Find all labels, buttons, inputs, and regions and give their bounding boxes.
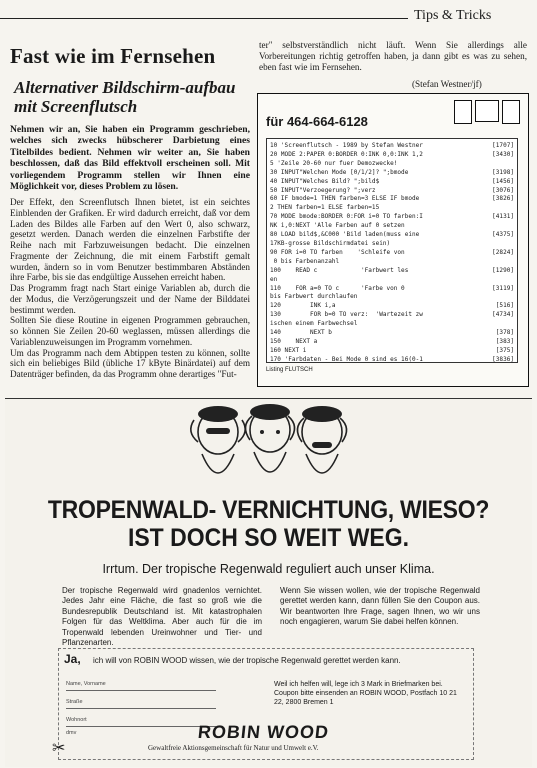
city-field[interactable] [66,726,216,727]
code-checksum [480,222,514,231]
code-checksum: [4734] [492,311,514,319]
disk-drive-icon [454,100,472,124]
code-line [270,151,514,160]
article-continuation [259,40,527,73]
article-subtitle: Alternativer Bildschirm-aufbau mit Screenflutsch [14,78,236,116]
code-text: 140 NEXT b [270,329,332,337]
body-paragraph: Das Programm fragt nach Start einige Variablen ab, durch die der Modus, die Verzögerungszeit und der Name der Bilddatei bestimmt werden. [10,283,250,315]
body-paragraph: Der Effekt, den Screenflutsch Ihnen bietet, ist ein seichtes Einblenden der Grafiken. Er wird dadurch erreicht, daß vor dem Laden des Bildes alle Farben auf den Wert 0, also schwarz, gesetzt werden. Danach werden die einzelnen Farbstifte der Reihe nach mit Farbzuweisungen bedacht. Die einzelnen Fragmente der Zeichnung, die mit einem Farbstift gemalt wurden, ändern so in vom Benutzer bestimmbaren Abständen ihre Farbe, bis sie das endgültige Aussehen erreicht haben. [10,197,250,283]
ad-text-left: Der tropische Regenwald wird gnadenlos vernichtet. Jedes Jahr eine Fläche, die fast so groß wie die Bundesrepublik Deutschland ist. Mit katastrophalen Folgen für das Weltklima. Aber auch für die im Tropenwald lebenden Ureinwohner und Tier- und Pflanzenarten. [62,586,262,648]
code-text: 40 INPUT"Welches Bild? ";bild$ [270,177,380,185]
code-text: 10 'Screenflutsch - 1989 by Stefan Westner [270,142,423,149]
code-checksum: [3836] [492,355,514,363]
code-checksum: [375] [495,346,514,354]
ad-subheadline: Irrtum. Der tropische Regenwald reguliert auch unser Klima. [102,562,435,576]
code-listing [266,138,518,363]
article-body [10,197,250,380]
name-field-label: Name, Vorname [66,681,106,687]
code-checksum [480,240,514,249]
code-checksum: [1456] [492,177,514,185]
code-text: 20 MODE 2:PAPER 0:BORDER 0:INK 0,0:INK 1,2 [270,150,423,158]
code-text: 50 INPUT"Verzoegerung? ";verz [270,186,376,194]
code-line [270,293,514,302]
continuation-paragraph: ter" selbstverständlich nicht läuft. Wenn Sie allerdings alle Vorbereitungen richtig getroffen haben, ja dann gibt es was zu sehen, eben fast wie im Fernsehen. [259,40,527,72]
code-text: 150 NEXT a [270,337,318,345]
code-checksum: [3076] [492,186,514,194]
code-line [270,240,514,249]
code-line [270,195,514,204]
code-checksum [480,276,514,285]
code-checksum: [3198] [492,168,514,176]
date-field-label: dmv [66,730,77,736]
code-text: 170 'Farbdaten - Bei Mode 0 sind es 16(0-1 [270,355,423,363]
article-title: Fast wie im Fernsehen [10,44,216,68]
section-title: Tips & Tricks [414,8,492,23]
ad-headline: TROPENWALD- VERNICHTUNG, WIESO? [47,496,490,524]
code-checksum: [1290] [492,266,514,274]
code-text: 110 FOR a=0 TO c 'Farbe von 0 [270,284,405,292]
ad-headline-second: IST DOCH SO WEIT WEG. [127,524,410,552]
code-text: 160 NEXT i [270,346,307,354]
code-checksum [480,293,514,302]
code-text: NK i,0:NEXT 'Alle Farben auf 0 setzen [270,222,405,230]
code-line [270,160,514,169]
disk-drive-icon [502,100,520,124]
code-text: en [270,275,278,283]
computer-icon [454,100,520,124]
code-line [270,222,514,231]
code-line [270,356,514,363]
code-text: 5 'Zeile 20-60 nur fuer Demozwecke! [270,159,398,167]
coupon-address: Weil ich helfen will, lege ich 3 Mark in Briefmarken bei. Coupon bitte einsenden an ROBIN WOOD, Postfach 10 21 22, 2800 Bremen 1 [274,681,457,706]
three-monkeys-illustration [180,402,360,492]
body-paragraph: Sollten Sie diese Routine in eigenen Programmen gebrauchen, so können Sie Zeilen 20-60 weglassen, müssen allerdings die Variablenzuweisungen im Programm vornehmen. [10,315,250,347]
code-line [270,347,514,356]
city-field-label: Wohnort [66,717,87,723]
code-text: ischen einem Farbwechsel [270,320,358,328]
code-text: bis Farbwert durchlaufen [270,293,358,301]
code-checksum: [378] [495,329,514,337]
street-field-label: Straße [66,699,83,705]
code-text: 70 MODE bmode:BORDER 0:FOR i=0 TO farben:I [270,213,423,221]
logo-tagline: Gewaltfreie Aktionsgemeinschaft für Natur und Umwelt e.V. [148,744,319,752]
street-field[interactable] [66,708,216,709]
listing-phone-header: für 464-664-6128 [266,114,368,129]
code-text: 0 bis Farbenanzahl [270,257,340,265]
code-line [270,258,514,267]
code-line [270,338,514,347]
code-line [270,178,514,187]
article-lead: Nehmen wir an, Sie haben ein Programm geschrieben, welches sich zwecks hübscherer Darbietung eines Titelbildes bedient. Nehmen wir weiter an, Sie haben beschlossen, daß das Bild effektvoll erscheinen soll. Mit vorliegendem Programm stellen wir Ihnen eine Möglichkeit vor, dieses Problem zu lösen. [10,124,250,193]
name-field[interactable] [66,690,216,691]
code-line [270,276,514,285]
code-text: 130 FOR b=0 TO verz: 'Wartezeit zw [270,311,423,319]
code-line [270,267,514,276]
code-checksum: [516] [495,302,514,310]
code-line [270,302,514,311]
code-line [270,329,514,338]
robin-wood-logo: ROBIN WOOD [197,722,331,742]
code-line [270,231,514,240]
code-line [270,204,514,213]
scissors-icon: ✂ [52,740,66,757]
monitor-icon [475,100,499,122]
listing-caption: Listing FLUTSCH [266,367,313,373]
code-checksum: [3826] [492,195,514,203]
code-checksum [480,320,514,329]
body-paragraph: Um das Programm nach dem Abtippen testen zu können, sollte sich ein beliebiges Bild (übliche 17 kByte Binärdatei) auf dem Datenträger befinden, da das Programm ohne derartiges "Fut- [10,347,250,379]
code-text: 90 FOR i=0 TO farben 'Schleife von [270,248,405,256]
author-signature: (Stefan Westner/jf) [412,79,482,89]
code-line [270,142,514,151]
ad-text-right: Wenn Sie wissen wollen, wie der tropische Regenwald gerettet werden kann, dann füllen Sie den Coupon aus. Wir beantworten Ihre Frage, sagen Ihnen, wo wir uns noch engagieren, warum Sie dabei helfen können. [280,586,480,627]
code-text: 100 READ c 'Farbwert les [270,266,409,274]
code-line [270,311,514,320]
code-text: 120 INK i,a [270,302,336,310]
code-text: 17KB-grosse Bildschirmdatei sein) [270,239,391,247]
code-checksum: [3119] [492,284,514,292]
code-line [270,249,514,258]
code-checksum: [1707] [492,142,514,149]
coupon-ja: Ja, [64,652,81,666]
code-line [270,213,514,222]
code-checksum: [383] [495,337,514,345]
code-checksum [480,204,514,213]
code-line [270,285,514,294]
code-checksum: [3430] [492,150,514,158]
code-line [270,187,514,196]
coupon-text: ich will von ROBIN WOOD wissen, wie der tropische Regenwald gerettet werden kann. [93,656,401,665]
listing-box [257,93,529,387]
code-text: 80 LOAD bild$,&C000 'Bild laden(muss eine [270,231,420,239]
code-checksum [480,258,514,267]
code-checksum: [4131] [492,213,514,221]
code-line [270,169,514,178]
code-text: 30 INPUT"Welchen Mode [0/1/2]? ";bmode [270,168,409,176]
code-text: 60 IF bmode=1 THEN farben=3 ELSE IF bmode [270,195,420,203]
header-rule [0,18,408,19]
code-checksum: [2824] [492,248,514,256]
code-checksum: [4375] [492,231,514,239]
code-checksum [480,160,514,169]
code-text: 2 THEN farben=1 ELSE farben=15 [270,204,380,212]
code-line [270,320,514,329]
